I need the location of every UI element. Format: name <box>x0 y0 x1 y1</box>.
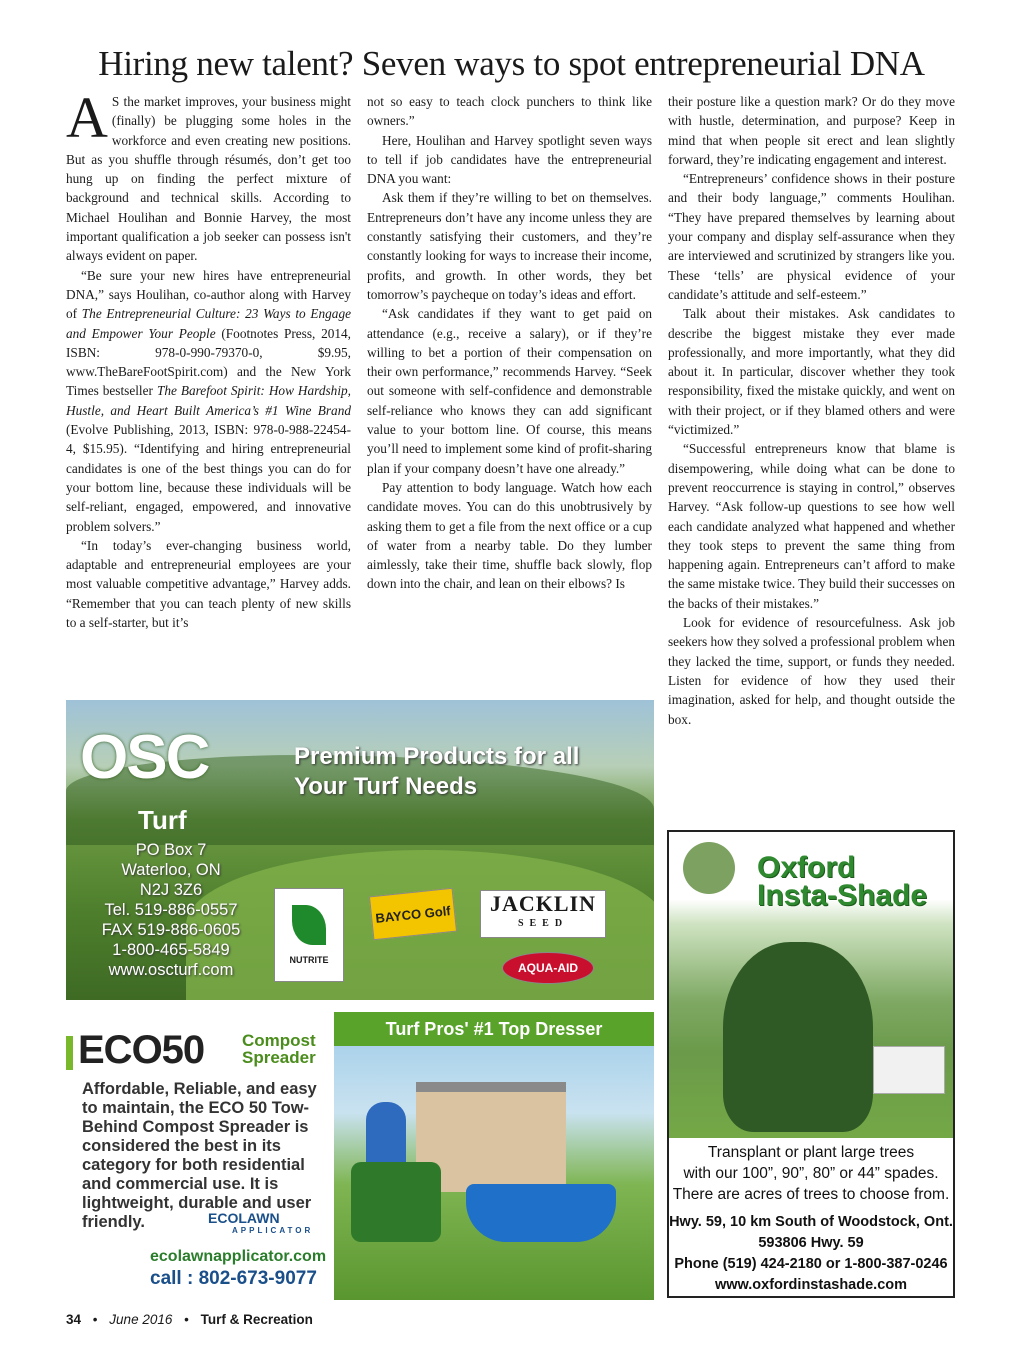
osc-tollfree: 1-800-465-5849 <box>112 941 230 959</box>
paragraph-text: “Be sure your new hires have entrepreneurial DNA,” says Houlihan, co-author along with Harvey of <box>66 267 351 322</box>
footer-separator: • <box>184 1312 189 1327</box>
oxford-contact <box>669 1212 953 1296</box>
eco50-logo: ECO50 <box>78 1028 205 1072</box>
paragraph: “Ask candidates if they want to get paid on attendance (e.g., receive a salary), or if they’re willing to bet a portion of their compensation on their own performance,” recommends Harvey. “Seek out someone with self-confidence and demonstrable self-reliance who knows they can add significant value to your bottom line. Of course, this means you’ll need to implement some kind of profit-sharing plan if your company doesn’t have one already.” <box>367 306 652 476</box>
jacklin-sub-label: SEED <box>517 918 569 929</box>
spruce-tree-graphic <box>723 942 873 1132</box>
eco50-ad[interactable] <box>66 1012 654 1300</box>
eco50-subtitle-line: Spreader <box>242 1048 316 1067</box>
article-column-1 <box>66 85 352 632</box>
eco50-subtitle-line: Compost <box>242 1031 316 1050</box>
ecolawn-sub-label: APPLICATOR <box>232 1226 314 1235</box>
drop-cap: A <box>66 85 108 150</box>
paragraph-text: (Evolve Publishing, 2013, ISBN: 978-0-988-22454-4, $15.95). “Identifying and hiring entrepreneurial candidates is one of the best things you can do for your bottom line, because these individuals will be self-reliant, engaged, empowered, and innovative problem solvers.” <box>66 422 351 534</box>
osc-contact-block <box>66 840 276 980</box>
osc-website-link[interactable]: www.oscturf.com <box>108 961 234 979</box>
spreader-graphic <box>466 1184 616 1242</box>
footer-separator: • <box>92 1312 98 1327</box>
page-number: 34 <box>66 1312 82 1327</box>
paragraph: not so easy to teach clock punchers to think like owners.” <box>367 94 652 129</box>
oxford-address: Hwy. 59, 10 km South of Woodstock, Ont. <box>669 1214 953 1230</box>
ecolawn-website-link[interactable]: ecolawnapplicator.com <box>150 1248 327 1265</box>
oxford-caption <box>669 1142 953 1205</box>
osc-logo: OSC <box>80 723 209 792</box>
eco50-text-panel <box>66 1012 334 1300</box>
paragraph <box>66 266 351 536</box>
osc-phone: Tel. 519-886-0557 <box>104 901 238 919</box>
article-column-2 <box>367 92 652 594</box>
osc-headline: Premium Products for all Your Turf Needs <box>294 743 580 800</box>
book-title: The Entrepreneurial Culture: 23 Ways to Engage and Empower Your People <box>66 306 352 341</box>
book-title: The Barefoot Spirit: How Hardship, Hustle, and Heart Built America’s #1 Wine Brand <box>66 383 351 418</box>
tree-icon <box>683 842 735 894</box>
caption-line: Transplant or plant large trees <box>707 1144 915 1161</box>
paragraph-text: (Footnotes Press, 2014, ISBN: 978-0-990-79370-0, $9.95, www.TheBareFootSpirit.com) and the New York Times bestseller <box>66 325 351 399</box>
bayco-golf-logo: BAYCO Golf <box>369 888 457 941</box>
oxford-insta-shade-ad[interactable] <box>667 830 955 1298</box>
oxford-logo-line: Insta-Shade <box>757 879 928 912</box>
page-footer <box>66 1312 321 1327</box>
leaf-icon <box>292 905 326 945</box>
paragraph: “In today’s ever-changing business world, adaptable and entrepreneurial employees are your most valuable competitive advantage,” Harvey adds. “Remember that you can teach plenty of new skills to a self-starter, but it’s <box>66 537 351 631</box>
osc-address-line: Waterloo, ON <box>121 861 221 879</box>
oxford-phone[interactable]: Phone (519) 424-2180 or 1-800-387-0246 <box>674 1256 948 1272</box>
oxford-website-link[interactable]: www.oxfordinstashade.com <box>714 1277 908 1293</box>
paragraph: “Successful entrepreneurs know that blame is disempowering, while doing what can be done to prevent reoccurrence is staying in control,” observes Harvey. “Ask follow-up questions to see how well each candidate analyzed what happened and whether they took steps to prevent the same thing from happening again. Entrepreneurs can’t afford to make the same mistake twice. They build their successes on the backs of their mistakes.” <box>668 441 955 611</box>
article-column-3 <box>668 92 955 729</box>
paragraph: Look for evidence of resourcefulness. Ask job seekers how they solved a professional problem when they lacked the time, support, or funds they needed. Listen for evidence of how they used their imagination, asked for help, and thought outside the box. <box>668 615 955 727</box>
nutrite-logo <box>274 888 344 982</box>
caption-line: There are acres of trees to choose from. <box>672 1186 950 1203</box>
ecolawn-phone[interactable]: call : 802-673-9077 <box>150 1268 317 1289</box>
paragraph: Here, Houlihan and Harvey spotlight seven ways to tell if job candidates have the entrepreneurial DNA you want: <box>367 132 652 187</box>
paragraph: “Entrepreneurs’ confidence shows in their posture and their body language,” comments Houlihan. “They have prepared themselves by learning about your company and display self-assurance when they are interviewed and scrutinized by strangers like you. These ‘tells’ are physical evidence of your candidate’s attitude and self-esteem.” <box>668 171 955 302</box>
aqua-aid-logo: AQUA-AID <box>502 952 594 984</box>
jacklin-label: JACKLIN <box>489 891 596 916</box>
issue-date: June 2016 <box>109 1312 173 1327</box>
osc-fax: FAX 519-886-0605 <box>101 921 241 939</box>
eco50-banner: Turf Pros' #1 Top Dresser <box>334 1012 654 1046</box>
caption-line: with our 100”, 90”, 80” or 44” spades. <box>683 1165 939 1182</box>
nutrite-label: NUTRITE <box>289 955 329 965</box>
oxford-logo <box>757 851 928 912</box>
jacklin-seed-logo <box>480 890 606 938</box>
eco50-description: Affordable, Reliable, and easy to maintain, the ECO 50 Tow-Behind Compost Spreader is considered the best in its category for both residential and commercial use. It is lightweight, durable and user friendly. <box>82 1080 317 1231</box>
paragraph <box>66 85 351 266</box>
ecolawn-logo <box>208 1210 313 1235</box>
article-title: Hiring new talent? Seven ways to spot entrepreneurial DNA <box>98 44 925 83</box>
eco50-subtitle <box>242 1032 316 1066</box>
osc-address-line: N2J 3Z6 <box>139 881 203 899</box>
oxford-address: 593806 Hwy. 59 <box>758 1235 864 1251</box>
truck-graphic <box>873 1046 945 1094</box>
paragraph-text: S the market improves, your business might (finally) be plugging some holes in the workforce and even creating new positions. But as you shuffle through résumés, don’t get too hung up on finding the perfect mixture of background and technical skills. According to Michael Houlihan and Bonnie Harvey, the most important qualification a job seeker can possess isn't always evident on paper. <box>66 94 351 264</box>
mower-graphic <box>351 1162 441 1242</box>
osc-logo-sub: Turf <box>138 805 187 835</box>
ecolawn-label: ECOLAWN <box>208 1210 280 1226</box>
paragraph: Ask them if they’re willing to bet on themselves. Entrepreneurs don’t have any income unless they are constantly satisfying their customers, and they’re constantly looking for ways to increase their income, profits, and growth. In other words, they bet tomorrow’s paycheque on today’s ideas and effort. <box>367 190 652 302</box>
magazine-name: Turf & Recreation <box>200 1312 313 1327</box>
paragraph: their posture like a question mark? Or do they move with hustle, determination, and purpose? Keep in mind that when people sit erect and lean slightly forward, they’re indicating engagement and interest. <box>668 94 955 167</box>
osc-address-line: PO Box 7 <box>135 841 207 859</box>
paragraph: Talk about their mistakes. Ask candidates to describe the biggest mistake they ever made professionally, and more importantly, what they did about it. In particular, discover whether they took responsibility, fixed the mistake quickly, and went on with their project, or if they blamed others and were “victimized.” <box>668 306 955 438</box>
osc-turf-ad[interactable] <box>66 700 654 1000</box>
paragraph: Pay attention to body language. Watch how each candidate moves. You can do this unobtrusively by asking them to get a file from the next office or a cup of water from a nearby table. Do they lumber aimlessly, take their time, shuffle back slowly, flop down into the chair, and lean on their elbows? Is <box>367 479 652 592</box>
accent-bar <box>66 1036 73 1070</box>
oxford-logo-line: Oxford <box>757 851 856 884</box>
